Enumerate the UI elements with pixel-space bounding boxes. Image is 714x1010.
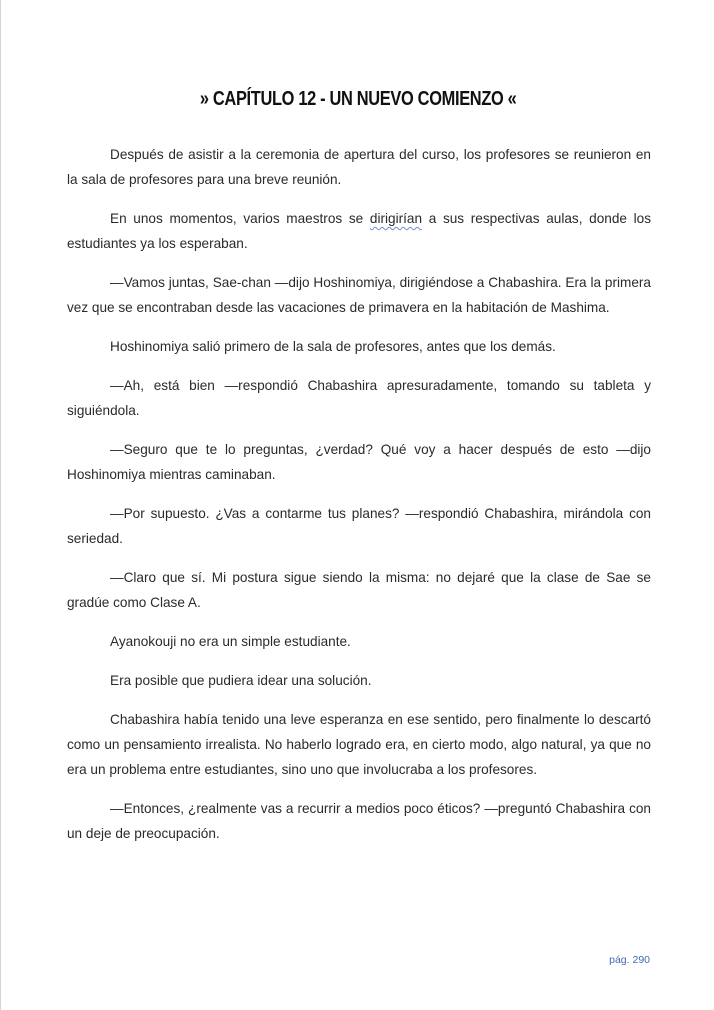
paragraph: —Ah, está bien —respondió Chabashira apresuradamente, tomando su tableta y siguiéndola. bbox=[67, 378, 651, 418]
page-number: pág. 290 bbox=[609, 954, 650, 966]
paragraph: Era posible que pudiera idear una solución. bbox=[110, 673, 372, 688]
paragraph: —Claro que sí. Mi postura sigue siendo la misma: no dejaré que la clase de Sae se gradúe como Clase A. bbox=[67, 570, 651, 610]
paragraph: Después de asistir a la ceremonia de apertura del curso, los profesores se reunieron en la sala de profesores para una breve reunión. bbox=[67, 147, 651, 187]
paragraph: Hoshinomiya salió primero de la sala de profesores, antes que los demás. bbox=[110, 339, 556, 354]
paragraph: Ayanokouji no era un simple estudiante. bbox=[110, 634, 351, 649]
paragraph: —Por supuesto. ¿Vas a contarme tus planes? —respondió Chabashira, mirándola con seriedad. bbox=[67, 506, 651, 546]
body-text[interactable] bbox=[67, 142, 651, 860]
chapter-title: » CAPÍTULO 12 - UN NUEVO COMIENZO « bbox=[199, 88, 517, 110]
paragraph-text: En unos momentos, varios maestros se bbox=[110, 211, 370, 226]
spellcheck-flagged-word[interactable]: dirigirían bbox=[369, 211, 423, 226]
paragraph: —Vamos juntas, Sae-chan —dijo Hoshinomiya, dirigiéndose a Chabashira. Era la primera vez que se encontraban desde las vacaciones de primavera en la habitación de Mashima. bbox=[67, 275, 651, 315]
paragraph: —Entonces, ¿realmente vas a recurrir a medios poco éticos? —preguntó Chabashira con un deje de preocupación. bbox=[67, 801, 651, 841]
paragraph-text: a sus respectivas aulas, donde los estudiantes ya los esperaban. bbox=[67, 211, 651, 251]
paragraph: —Seguro que te lo preguntas, ¿verdad? Qué voy a hacer después de esto —dijo Hoshinomiya mientras caminaban. bbox=[67, 442, 651, 482]
paragraph bbox=[67, 206, 651, 256]
paragraph: Chabashira había tenido una leve esperanza en ese sentido, pero finalmente lo descartó como un pensamiento irrealista. No haberlo logrado era, en cierto modo, algo natural, ya que no era un problema entre estudiantes, sino uno que involucraba a los profesores. bbox=[67, 712, 651, 777]
